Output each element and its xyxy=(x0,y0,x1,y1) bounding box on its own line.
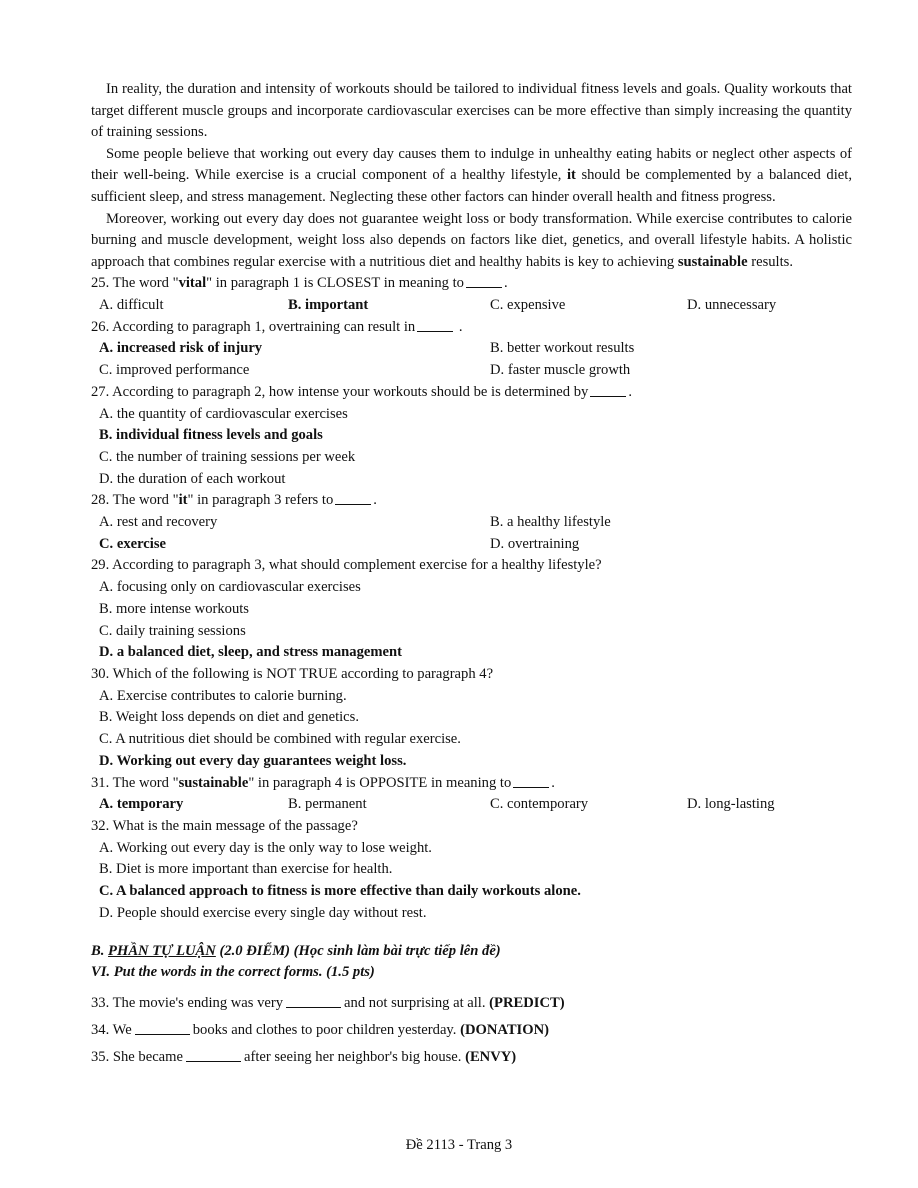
option-b: B. more intense workouts xyxy=(99,600,249,617)
option-d: D. long-lasting xyxy=(687,796,775,813)
option-b: B. individual fitness levels and goals xyxy=(99,427,323,444)
section-b-heading: B. PHẦN TỰ LUẬN (2.0 ĐIỂM) (Học sinh làm bài trực tiếp lên đề) xyxy=(91,943,501,960)
question-27 xyxy=(91,382,852,491)
question-30 xyxy=(91,664,852,773)
question-32 xyxy=(91,816,852,925)
option-b: B. important xyxy=(288,297,369,314)
option-b: B. better workout results xyxy=(490,340,635,357)
option-d: D. Working out every day guarantees weight loss. xyxy=(99,752,407,769)
option-a: A. increased risk of injury xyxy=(99,340,263,357)
option-a: A. rest and recovery xyxy=(99,514,218,531)
option-d: D. the duration of each workout xyxy=(99,470,286,487)
question-31 xyxy=(91,773,852,816)
passage-paragraph-2: In reality, the duration and intensity of workouts should be tailored to individual fitness levels and goals. Quality workouts that target different muscle groups and incorporate cardiovascular exercises can be more effective than simply increasing the quantity of training sessions. xyxy=(91,81,852,141)
answer-blank[interactable] xyxy=(186,1049,241,1062)
question-stem: 29. According to paragraph 3, what should complement exercise for a healthy lifestyle? xyxy=(91,557,602,574)
option-b: B. Diet is more important than exercise for health. xyxy=(99,861,393,878)
question-stem: 27. According to paragraph 2, how intense your workouts should be is determined by . xyxy=(91,383,632,400)
option-d: D. People should exercise every single day without rest. xyxy=(99,904,427,921)
option-b: B. a healthy lifestyle xyxy=(490,514,611,531)
page-footer: Đề 2113 - Trang 3 xyxy=(405,1137,513,1153)
passage-paragraph-3: Some people believe that working out every day causes them to indulge in unhealthy eating habits or neglect other aspects of their well-being. While exercise is a crucial component of a healthy lifestyle, it should be complemented by a balanced diet, sufficient sleep, and stress management. Neglecting these other factors can hinder overall health and fitness progress. xyxy=(91,145,852,205)
option-a: A. Working out every day is the only way to lose weight. xyxy=(99,839,432,856)
section-vi-heading: VI. Put the words in the correct forms. (1.5 pts) xyxy=(91,964,375,981)
passage-paragraph-4: Moreover, working out every day does not guarantee weight loss or body transformation. While exercise contributes to calorie burning and muscle development, weight loss also depends on factors like diet, genetics, and overall lifestyle habits. A holistic approach that combines regular exercise with a nutritious diet and healthy habits is key to achieving sustainable results. xyxy=(91,210,852,270)
option-a: A. Exercise contributes to calorie burning. xyxy=(99,687,347,704)
option-b: B. Weight loss depends on diet and genetics. xyxy=(99,709,359,726)
question-stem: 31. The word "sustainable" in paragraph 4 is OPPOSITE in meaning to . xyxy=(91,774,555,791)
question-stem: 26. According to paragraph 1, overtraining can result in . xyxy=(91,318,463,335)
question-29 xyxy=(91,555,852,664)
option-a: A. difficult xyxy=(99,297,164,314)
option-a: A. the quantity of cardiovascular exercises xyxy=(99,405,348,422)
option-c: C. daily training sessions xyxy=(99,622,246,639)
option-d: D. faster muscle growth xyxy=(490,362,631,379)
question-25 xyxy=(91,273,852,316)
question-stem: 25. The word "vital" in paragraph 1 is CLOSEST in meaning to . xyxy=(91,275,508,292)
option-c: C. contemporary xyxy=(490,796,589,813)
question-26 xyxy=(91,317,852,382)
option-d: D. unnecessary xyxy=(687,297,777,314)
question-stem: 32. What is the main message of the passage? xyxy=(91,817,358,834)
option-c: C. A nutritious diet should be combined with regular exercise. xyxy=(99,731,461,748)
question-stem: 30. Which of the following is NOT TRUE according to paragraph 4? xyxy=(91,666,494,682)
option-c: C. exercise xyxy=(99,535,166,552)
option-b: B. permanent xyxy=(288,796,367,813)
answer-blank[interactable] xyxy=(286,995,341,1008)
question-35: 35. She became after seeing her neighbor's big house. (ENVY) xyxy=(91,1049,517,1066)
exam-page xyxy=(91,79,852,1068)
question-stem: 28. The word "it" in paragraph 3 refers to . xyxy=(91,492,377,509)
option-a: A. temporary xyxy=(99,796,184,813)
option-d: D. a balanced diet, sleep, and stress management xyxy=(99,644,402,661)
option-c: C. expensive xyxy=(490,297,566,314)
answer-blank[interactable] xyxy=(135,1022,190,1035)
question-33: 33. The movie's ending was very and not surprising at all. (PREDICT) xyxy=(91,995,565,1012)
option-c: C. the number of training sessions per week xyxy=(99,448,356,465)
option-c: C. improved performance xyxy=(99,362,250,379)
option-c: C. A balanced approach to fitness is more effective than daily workouts alone. xyxy=(99,883,581,900)
question-28 xyxy=(91,490,852,555)
question-34: 34. We books and clothes to poor children yesterday. (DONATION) xyxy=(91,1022,549,1039)
option-a: A. focusing only on cardiovascular exercises xyxy=(99,579,361,596)
option-d: D. overtraining xyxy=(490,535,580,552)
